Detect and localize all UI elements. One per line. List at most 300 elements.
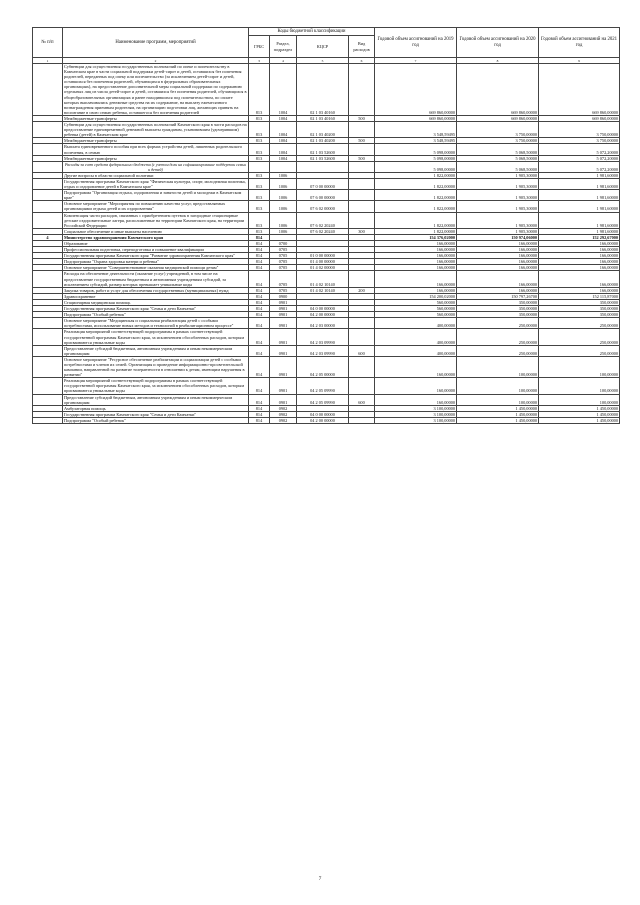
table-row <box>33 411 620 417</box>
row-2021-cell: 3 750,00000 <box>539 138 620 144</box>
row-2020-cell: 350,00000 <box>457 306 539 312</box>
row-name-cell: Субвенции для осуществления государственных полномочий Камчатского края в части расходов на предоставление единовременной денежной выплаты гражданам, усыновившим (удочерившим) ребенка (детей) в Камчатском крае <box>64 122 247 138</box>
row-vr-cell <box>349 190 375 201</box>
row-vr-cell <box>349 378 375 394</box>
row-2021-cell: 1 981,60000 <box>539 212 620 228</box>
column-index-cell: 3 <box>249 58 270 64</box>
row-2020-cell: 350,00000 <box>457 312 539 318</box>
row-2020-cell: 166,00000 <box>457 271 539 287</box>
row-2019-cell: 166,00000 <box>375 247 457 253</box>
row-name-cell: Расходы на обеспечение деятельности (оказание услуг) учреждений, в том числе на предоставление государственным бюджетным и автономным учреждениям субсидий, за исключением субсидий, размер которых превышает уникальные коды <box>63 271 249 287</box>
budget-table <box>32 27 620 424</box>
row-grbs-cell: 814 <box>249 312 270 318</box>
table-row <box>33 201 620 212</box>
row-2019-cell: 3 100,00000 <box>375 417 457 423</box>
row-2020-cell: 1 450,00000 <box>457 405 539 411</box>
row-name-cell: Расходы за счет средств федерального бюджета (с учетом доли на софинансирование поддержки семьи и детей) <box>63 161 249 172</box>
row-rzpr-cell: 0901 <box>270 378 297 394</box>
column-index-cell: 6 <box>349 58 375 64</box>
row-2019-cell: 1 822,00000 <box>375 201 457 212</box>
row-vr-cell <box>349 318 375 329</box>
row-2021-cell: 166,00000 <box>539 241 620 247</box>
row-grbs-cell: 814 <box>249 247 270 253</box>
row-grbs-cell: 813 <box>249 64 270 116</box>
row-rzpr-cell: 0901 <box>270 306 297 312</box>
row-2019-cell: 560,00000 <box>375 312 457 318</box>
row-2020-cell: 166,00000 <box>457 287 539 293</box>
table-row <box>33 212 620 228</box>
row-rzpr-cell: 1006 <box>270 201 297 212</box>
row-2019-cell: 154 200,02000 <box>375 293 457 299</box>
table-row <box>33 161 620 172</box>
row-grbs-cell: 813 <box>249 201 270 212</box>
row-csr-cell: 07 6 00 00000 <box>297 190 349 201</box>
row-vr-cell <box>349 271 375 287</box>
row-grbs-cell: 814 <box>249 417 270 423</box>
row-csr-cell: 07 6 02 20240 <box>297 228 349 234</box>
row-rzpr-cell: 0705 <box>270 259 297 265</box>
row-2019-cell: 560,00000 <box>375 306 457 312</box>
row-num-cell <box>33 318 63 329</box>
row-2019-cell: 3 548,59495 <box>375 122 457 138</box>
row-vr-cell <box>349 178 375 189</box>
row-name-cell: Основное мероприятие "Ресурсное обеспечение реабилитации и социализации детей с особыми потребностями и членов их семей. Организация и проведение информационно-просветительской кампании, направленной на развитие толерантности в отношении к детям, имеющим нарушения в развитии" <box>63 356 249 377</box>
column-index-cell: 5 <box>297 58 349 64</box>
table-row <box>33 329 620 345</box>
row-2021-cell: 250,00000 <box>539 329 620 345</box>
row-name-cell: Другие вопросы в области социальной политики <box>63 172 249 178</box>
row-grbs-cell: 813 <box>249 144 270 155</box>
row-2020-cell: 350,00000 <box>457 299 539 305</box>
row-rzpr-cell: 0705 <box>270 253 297 259</box>
row-grbs-cell: 813 <box>249 190 270 201</box>
row-vr-cell <box>349 144 375 155</box>
row-vr-cell <box>349 161 375 172</box>
row-2019-cell: 400,00000 <box>375 329 457 345</box>
row-2020-cell: 250,00000 <box>457 345 539 356</box>
row-name-cell: Подпрограмма "Охрана здоровья матери и ребенка" <box>63 259 249 265</box>
row-grbs-cell: 814 <box>249 345 270 356</box>
row-grbs-cell: 814 <box>249 378 270 394</box>
row-grbs-cell: 814 <box>249 293 270 299</box>
row-name-cell: Образование <box>63 241 249 247</box>
row-2019-cell: 154 376,02000 <box>375 234 457 240</box>
row-name-cell: Государственная программа Камчатского края "Физическая культура, спорт, молодежная политика, отдых и оздоровление детей в Камчатском крае" <box>63 178 249 189</box>
row-grbs-cell: 813 <box>249 122 270 138</box>
row-num-cell <box>33 271 63 287</box>
row-num-cell <box>33 201 63 212</box>
row-grbs-cell: 814 <box>249 259 270 265</box>
row-num-cell <box>33 161 63 172</box>
row-csr-cell: 04 0 00 00000 <box>297 306 349 312</box>
row-2020-cell: 100,00000 <box>457 378 539 394</box>
row-num-cell <box>33 329 63 345</box>
row-2020-cell: 1 905,30000 <box>457 190 539 201</box>
row-name-cell: Профессиональная подготовка, переподготовка и повышение квалификации <box>63 247 249 253</box>
row-2019-cell: 166,00000 <box>375 265 457 271</box>
row-2021-cell: 152 115,87000 <box>539 293 620 299</box>
row-grbs-cell: 814 <box>249 241 270 247</box>
row-2021-cell: 100,00000 <box>539 378 620 394</box>
table-row <box>33 271 620 287</box>
row-2020-cell: 1 450,00000 <box>457 417 539 423</box>
row-rzpr-cell: 0705 <box>270 287 297 293</box>
row-rzpr-cell: 0901 <box>270 299 297 305</box>
row-2021-cell: 350,00000 <box>539 299 620 305</box>
row-2021-cell: 1 450,00000 <box>539 405 620 411</box>
row-grbs-cell: 814 <box>249 287 270 293</box>
row-rzpr-cell: 0900 <box>270 293 297 299</box>
row-name-cell: Подпрограмма "Особый ребенок" <box>63 417 249 423</box>
header-csr: КЦСР <box>297 36 349 58</box>
table-row <box>33 417 620 423</box>
row-2019-cell: 1 822,00000 <box>375 172 457 178</box>
row-csr-cell: 07 6 02 00000 <box>297 201 349 212</box>
row-2021-cell: 1 981,60000 <box>539 190 620 201</box>
table-row <box>33 64 620 116</box>
row-rzpr-cell: 1006 <box>270 178 297 189</box>
row-2021-cell: 166,00000 <box>539 247 620 253</box>
row-csr-cell: 04 2 05 09990 <box>297 394 349 405</box>
row-rzpr-cell: 0901 <box>270 329 297 345</box>
column-index-cell: 4 <box>270 58 297 64</box>
row-num-cell <box>33 64 63 116</box>
column-index-cell: 8 <box>457 58 539 64</box>
row-2021-cell: 166,00000 <box>539 265 620 271</box>
row-num-cell <box>33 378 63 394</box>
row-name-cell: Амбулаторная помощь <box>63 405 249 411</box>
row-2019-cell: 160,00000 <box>375 394 457 405</box>
row-2020-cell: 5 068,50000 <box>457 144 539 155</box>
row-2019-cell: 3 548,59495 <box>375 138 457 144</box>
row-2019-cell: 166,00000 <box>375 241 457 247</box>
row-2020-cell: 250,00000 <box>457 318 539 329</box>
row-grbs-cell: 813 <box>249 155 270 161</box>
row-csr-cell: 02 1 03 40200 <box>297 122 349 138</box>
row-2020-cell: 3 750,00000 <box>457 122 539 138</box>
row-2020-cell: 1 905,30000 <box>457 201 539 212</box>
row-rzpr-cell: 1004 <box>270 155 297 161</box>
header-name: Наименование программ, мероприятий <box>63 28 249 58</box>
table-row <box>33 190 620 201</box>
row-2019-cell: 1 822,00000 <box>375 228 457 234</box>
row-2021-cell: 350,00000 <box>539 306 620 312</box>
row-2021-cell: 166,00000 <box>539 253 620 259</box>
header-vr: Вид расходов <box>349 36 375 58</box>
row-2020-cell: 100,00000 <box>457 394 539 405</box>
row-grbs-cell: 814 <box>249 329 270 345</box>
row-rzpr-cell: 0901 <box>270 312 297 318</box>
row-2020-cell: 1 905,30000 <box>457 212 539 228</box>
row-csr-cell: 07 0 00 00000 <box>297 178 349 189</box>
row-csr-cell: 04 2 05 00000 <box>297 356 349 377</box>
row-name-cell: Стационарная медицинская помощь <box>63 299 249 305</box>
header-num: № п/п <box>33 28 63 58</box>
row-csr-cell: 04 2 00 00000 <box>297 417 349 423</box>
row-2021-cell: 3 750,00000 <box>539 122 620 138</box>
row-2019-cell: 3 100,00000 <box>375 411 457 417</box>
row-2019-cell: 669 860,00000 <box>375 64 457 116</box>
row-2019-cell: 166,00000 <box>375 271 457 287</box>
row-name-cell: Подпрограмма "Организация отдыха, оздоровления и занятости детей и молодежи в Камчатском крае" <box>63 190 249 201</box>
row-grbs-cell: 813 <box>249 178 270 189</box>
row-num-cell <box>33 212 63 228</box>
row-grbs-cell: 814 <box>249 253 270 259</box>
table-row <box>33 306 620 312</box>
row-rzpr-cell: 1006 <box>270 172 297 178</box>
row-vr-cell: 200 <box>349 287 375 293</box>
row-2020-cell: 5 068,50000 <box>457 155 539 161</box>
table-row <box>33 378 620 394</box>
row-2020-cell: 1 905,30000 <box>457 178 539 189</box>
row-name-cell: Государственная программа Камчатского края "Развитие здравоохранения Камчатского края" <box>63 253 249 259</box>
row-2020-cell: 5 068,50000 <box>457 161 539 172</box>
row-csr-cell: 04 2 05 09990 <box>297 378 349 394</box>
row-2021-cell: 166,00000 <box>539 259 620 265</box>
row-grbs-cell: 814 <box>249 356 270 377</box>
row-csr-cell: 02 1 03 52600 <box>297 144 349 155</box>
table-row <box>33 312 620 318</box>
row-name-cell: Министерство здравоохранения Камчатского края <box>63 234 249 240</box>
row-vr-cell <box>349 122 375 138</box>
row-2020-cell: 1 905,30000 <box>457 228 539 234</box>
row-csr-cell: 07 6 02 20240 <box>297 212 349 228</box>
row-num-cell <box>33 417 63 423</box>
row-csr-cell: 01 0 00 00000 <box>297 253 349 259</box>
row-vr-cell: 500 <box>349 155 375 161</box>
header-rzpr: Раздел, подраздел <box>270 36 297 58</box>
row-2021-cell: 250,00000 <box>539 345 620 356</box>
row-2020-cell: 166,00000 <box>457 247 539 253</box>
row-rzpr-cell: 1004 <box>270 64 297 116</box>
row-2020-cell: 1 450,00000 <box>457 411 539 417</box>
row-rzpr-cell: 1004 <box>270 138 297 144</box>
row-name-cell: Основное мероприятие "Мероприятия по повышению качества услуг, предоставляемых организациями отдыха детей и их оздоровления" <box>63 201 249 212</box>
row-vr-cell <box>349 64 375 116</box>
row-vr-cell <box>349 329 375 345</box>
row-vr-cell <box>349 201 375 212</box>
row-csr-cell: 01 4 02 10140 <box>297 271 349 287</box>
row-2021-cell: 1 450,00000 <box>539 417 620 423</box>
table-row <box>33 265 620 271</box>
row-grbs-cell: 814 <box>249 271 270 287</box>
row-2019-cell: 3 100,00000 <box>375 405 457 411</box>
row-grbs-cell: 814 <box>249 411 270 417</box>
row-rzpr-cell: 0902 <box>270 405 297 411</box>
page-number: 7 <box>318 876 322 882</box>
row-2019-cell: 400,00000 <box>375 345 457 356</box>
row-name-cell: Государственная программа Камчатского края "Семья и дети Камчатки" <box>63 306 249 312</box>
row-grbs-cell: 813 <box>249 115 270 121</box>
row-grbs-cell: 814 <box>249 306 270 312</box>
row-2020-cell: 150 974,06000 <box>457 234 539 240</box>
row-grbs-cell: 814 <box>249 318 270 329</box>
row-num-cell <box>33 345 63 356</box>
row-rzpr-cell <box>270 161 297 172</box>
row-2019-cell: 166,00000 <box>375 253 457 259</box>
header-2019: Годовой объем ассигнований на 2019 год <box>375 28 457 58</box>
row-rzpr-cell: 1006 <box>270 190 297 201</box>
row-num-cell <box>33 394 63 405</box>
row-2021-cell: 152 292,67000 <box>539 234 620 240</box>
table-row <box>33 318 620 329</box>
column-index-cell: 2 <box>63 58 249 64</box>
row-num-cell <box>33 356 63 377</box>
row-grbs-cell: 813 <box>249 138 270 144</box>
row-grbs-cell: 814 <box>249 265 270 271</box>
row-num-cell: 4 <box>33 234 63 240</box>
table-row <box>33 178 620 189</box>
table-row <box>33 394 620 405</box>
row-rzpr-cell: 0901 <box>270 345 297 356</box>
row-name-cell: Основное мероприятие "Медицинская и социальная реабилитация детей с особыми потребностями, использование новых методов и технологий в реабилитационном процессе" <box>63 318 249 329</box>
row-2021-cell: 250,00000 <box>539 318 620 329</box>
row-2020-cell: 1 905,30000 <box>457 172 539 178</box>
table-row <box>33 253 620 259</box>
row-rzpr-cell: 0902 <box>270 417 297 423</box>
header-codes-group: Коды бюджетной классификации <box>249 28 375 36</box>
row-name-cell: Выплата единовременного пособия при всех формах устройства детей, лишенных родительского попечения, в семью <box>63 144 249 155</box>
row-name-cell: Реализация мероприятий соответствующей подпрограммы в рамках соответствующей государственной программы Камчатского края, за исключением обособленных расходов, которым присваиваются уникальные коды <box>63 378 249 394</box>
row-rzpr-cell: 0705 <box>270 247 297 253</box>
row-rzpr-cell: 0705 <box>270 265 297 271</box>
row-2019-cell: 1 822,00000 <box>375 190 457 201</box>
row-grbs-cell: 814 <box>249 394 270 405</box>
row-num-cell <box>33 178 63 189</box>
budget-table-sheet <box>32 27 619 424</box>
row-2019-cell: 1 822,00000 <box>375 178 457 189</box>
column-index-cell: 7 <box>375 58 457 64</box>
row-vr-cell: 500 <box>349 138 375 144</box>
row-name-cell: Предоставление субсидий бюджетным, автономным учреждениям и иным некоммерческим организациям <box>63 394 249 405</box>
row-name-cell: Подпрограмма "Особый ребенок" <box>63 312 249 318</box>
row-grbs-cell <box>249 161 270 172</box>
row-name-cell: Закупка товаров, работ и услуг для обеспечения государственных (муниципальных) нужд <box>63 287 249 293</box>
row-2021-cell: 5 072,20000 <box>539 155 620 161</box>
table-body <box>33 58 620 424</box>
row-name-cell: Основное мероприятие "Совершенствование оказания медицинской помощи детям" <box>63 265 249 271</box>
row-name-cell: Межбюджетные трансферты <box>63 155 249 161</box>
table-row <box>33 228 620 234</box>
row-grbs-cell: 814 <box>249 405 270 411</box>
column-index-cell: 1 <box>33 58 63 64</box>
row-2021-cell: 1 981,60000 <box>539 178 620 189</box>
row-name-cell: Реализация мероприятий соответствующей подпрограммы в рамках соответствующей государственной программы Камчатского края, за исключением обособленных расходов, которым присваиваются уникальные коды <box>63 329 249 345</box>
row-2021-cell: 100,00000 <box>539 356 620 377</box>
row-rzpr-cell: 0901 <box>270 356 297 377</box>
row-2020-cell: 166,00000 <box>457 259 539 265</box>
row-2020-cell: 669 860,00000 <box>457 64 539 116</box>
row-csr-cell: 01 4 02 00000 <box>297 265 349 271</box>
row-csr-cell: 04 0 00 00000 <box>297 411 349 417</box>
table-row <box>33 259 620 265</box>
header-grbs: ГРБС <box>249 36 270 58</box>
row-csr-cell: 04 2 03 00000 <box>297 318 349 329</box>
row-vr-cell: 500 <box>349 115 375 121</box>
row-csr-cell: 02 1 03 52600 <box>297 155 349 161</box>
row-name-cell: Здравоохранение <box>63 293 249 299</box>
row-num-cell <box>33 190 63 201</box>
row-grbs-cell: 813 <box>249 212 270 228</box>
row-2019-cell: 166,00000 <box>375 287 457 293</box>
row-rzpr-cell: 0705 <box>270 271 297 287</box>
row-2021-cell: 166,00000 <box>539 287 620 293</box>
row-2019-cell: 160,00000 <box>375 356 457 377</box>
row-2021-cell: 5 072,20000 <box>539 144 620 155</box>
row-vr-cell: 600 <box>349 345 375 356</box>
row-2021-cell: 669 860,00000 <box>539 115 620 121</box>
row-grbs-cell: 814 <box>249 299 270 305</box>
row-rzpr-cell: 0901 <box>270 394 297 405</box>
row-2021-cell: 166,00000 <box>539 271 620 287</box>
row-2020-cell: 166,00000 <box>457 253 539 259</box>
row-num-cell <box>33 122 63 138</box>
row-2020-cell: 3 750,00000 <box>457 138 539 144</box>
row-2021-cell: 1 981,60000 <box>539 201 620 212</box>
row-2020-cell: 250,00000 <box>457 329 539 345</box>
row-rzpr-cell: 0700 <box>270 241 297 247</box>
row-csr-cell: 01 4 00 00000 <box>297 259 349 265</box>
header-2021: Годовой объем ассигнований на 2021 год <box>539 28 620 58</box>
row-csr-cell: 04 2 00 00000 <box>297 312 349 318</box>
row-2021-cell: 100,00000 <box>539 394 620 405</box>
row-rzpr-cell: 0901 <box>270 318 297 329</box>
table-row <box>33 122 620 138</box>
row-name-cell: Государственная программа Камчатского края "Семья и дети Камчатки" <box>63 411 249 417</box>
row-name-cell: Межбюджетные трансферты <box>63 115 249 121</box>
row-2020-cell: 100,00000 <box>457 356 539 377</box>
row-rzpr-cell: 1006 <box>270 212 297 228</box>
row-csr-cell: 02 1 03 40200 <box>297 138 349 144</box>
row-rzpr-cell: 0902 <box>270 411 297 417</box>
row-2019-cell: 5 098,00000 <box>375 144 457 155</box>
row-name-cell: Субвенции для осуществления государственных полномочий по опеке и попечительству в Камчатском крае в части социальной поддержки детей-сирот и детей, оставшихся без попечения родителей, переданных под опеку или попечительство (за исключением детей-сирот и детей, оставшихся без попечения родителей, обучающихся в федеральных образовательных организациях), на предоставление дополнительной меры социальной поддержки по содержанию отдельных лиц из числа детей-сирот и детей, оставшихся без попечения родителей, обучающихся в общеобразовательных организациях и ранее находившихся под попечительством, по оплате которых выплачивались денежные средства на их содержание, на выплату ежемесячного вознаграждения приемным родителям, на организацию подготовки лиц, желающих принять на воспитание в свою семью ребенка, оставшегося без попечения родителей <box>64 64 247 115</box>
row-vr-cell <box>349 417 375 423</box>
row-2020-cell: 166,00000 <box>457 265 539 271</box>
row-2021-cell: 669 860,00000 <box>539 64 620 116</box>
row-grbs-cell: 813 <box>249 228 270 234</box>
row-2021-cell: 1 981,60000 <box>539 172 620 178</box>
row-grbs-cell: 813 <box>249 172 270 178</box>
row-csr-cell: 02 1 03 40160 <box>297 64 349 116</box>
row-rzpr-cell: 1004 <box>270 115 297 121</box>
row-2019-cell: 400,00000 <box>375 318 457 329</box>
row-rzpr-cell: 1004 <box>270 144 297 155</box>
row-2019-cell: 5 098,00000 <box>375 155 457 161</box>
header-2020: Годовой объем ассигнований на 2020 год <box>457 28 539 58</box>
row-csr-cell: 04 2 03 09990 <box>297 345 349 356</box>
row-2021-cell: 350,00000 <box>539 312 620 318</box>
table-row <box>33 144 620 155</box>
row-vr-cell <box>349 356 375 377</box>
table-row <box>33 356 620 377</box>
row-rzpr-cell: 1004 <box>270 122 297 138</box>
row-num-cell <box>33 144 63 155</box>
row-name-cell: Предоставление субсидий бюджетным, автономным учреждениям и иным некоммерческим организациям <box>63 345 249 356</box>
row-2021-cell: 1 450,00000 <box>539 411 620 417</box>
row-csr-cell: 02 1 03 40160 <box>297 115 349 121</box>
row-vr-cell: 600 <box>349 394 375 405</box>
row-2021-cell: 5 072,20000 <box>539 161 620 172</box>
row-2019-cell: 5 098,00000 <box>375 161 457 172</box>
row-2020-cell: 669 860,00000 <box>457 115 539 121</box>
row-2019-cell: 166,00000 <box>375 259 457 265</box>
table-row <box>33 345 620 356</box>
row-csr-cell: 04 2 03 09990 <box>297 329 349 345</box>
row-2019-cell: 160,00000 <box>375 378 457 394</box>
row-name-cell: Межбюджетные трансферты <box>63 138 249 144</box>
row-csr-cell <box>297 161 349 172</box>
